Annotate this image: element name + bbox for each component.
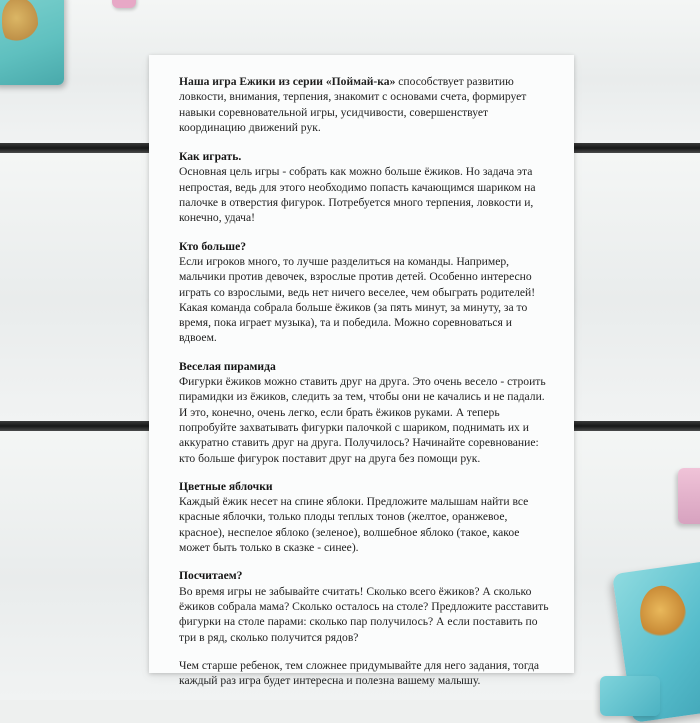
section-text: Если игроков много, то лучше разделиться на команды. Например, мальчики против девочек, взрослые против детей. Особенно интересно играть со взрослыми, ведь нет ничего веселее, чем обыграть родителей! Какая команда собрала больше ёжиков (за пять минут, за минуту, за то время, пока играет музыка), та и победила. Можно соревноваться и вдвоем. bbox=[179, 254, 536, 345]
toy-block-teal bbox=[600, 676, 660, 716]
section-text: Основная цель игры - собрать как можно больше ёжиков. Но задача эта непростая, ведь для этого необходимо попасть качающимся шариком на палочке в отверстия фигурок. Потребуется много терпения, ловкости и, конечно, удача! bbox=[179, 165, 536, 225]
section-heading: Цветные яблочки bbox=[179, 479, 273, 493]
section-text: Во время игры не забывайте считать! Сколько всего ёжиков? А сколько ёжиков собрала мама? Сколько осталось на столе? Предложите расставить фигурки на столе парами: сколько пар получилось? А если поставить по три в ряд, сколько получится рядов? bbox=[179, 584, 549, 644]
closing-paragraph: Чем старше ребенок, тем сложнее придумывайте для него задания, тогда каждый раз игра будет интересна и полезна вашему малышу. bbox=[179, 658, 540, 688]
toy-block-pink bbox=[112, 0, 136, 8]
intro-bold-series: «Поймай-ка» bbox=[325, 75, 396, 88]
instruction-sheet bbox=[149, 55, 574, 688]
section-text: Фигурки ёжиков можно ставить друг на друга. Это очень весело - строить пирамидки из ёжиков, следить за тем, чтобы они не качались и не падали. И это, конечно, очень легко, если брать ёжиков руками. А теперь попробуйте захватывать фигурки палочкой с шариком, поднимать их и аккуратно ставить друг на друга. Получилось? Начинайте соревнование: кто больше фигурок поставит друг на друга без помощи рук. bbox=[179, 375, 546, 465]
section-apples bbox=[179, 479, 551, 555]
sheet-content bbox=[179, 74, 551, 688]
section-heading: Посчитаем? bbox=[179, 569, 243, 583]
section-heading: Кто больше? bbox=[179, 239, 247, 253]
hedgehog-decal bbox=[636, 583, 690, 649]
toy-block-pink bbox=[678, 468, 700, 524]
intro-text: способствует развитию ловкости, внимания, терпения, знакомит с основами счета, формирует навыки соревновательной игры, усидчивости, совершенствует координацию движений рук. bbox=[179, 75, 527, 134]
section-who-more bbox=[179, 239, 551, 346]
intro-paragraph bbox=[179, 74, 551, 135]
section-heading: Как играть. bbox=[179, 150, 242, 164]
section-pyramid bbox=[179, 359, 551, 466]
intro-bold-title: Наша игра Ежики из серии bbox=[179, 75, 326, 88]
toy-block-teal bbox=[0, 0, 64, 85]
section-heading: Веселая пирамида bbox=[179, 359, 276, 373]
hedgehog-decal bbox=[2, 0, 38, 48]
section-how-to-play bbox=[179, 149, 551, 225]
section-counting bbox=[179, 568, 551, 644]
section-text: Каждый ёжик несет на спине яблоки. Предложите малышам найти все красные яблочки, только плоды теплых тонов (желтое, оранжевое, красное), неспелое яблоко (зеленое), волшебное яблоко (такое, какое может быть только в сказке - синее). bbox=[179, 495, 529, 555]
